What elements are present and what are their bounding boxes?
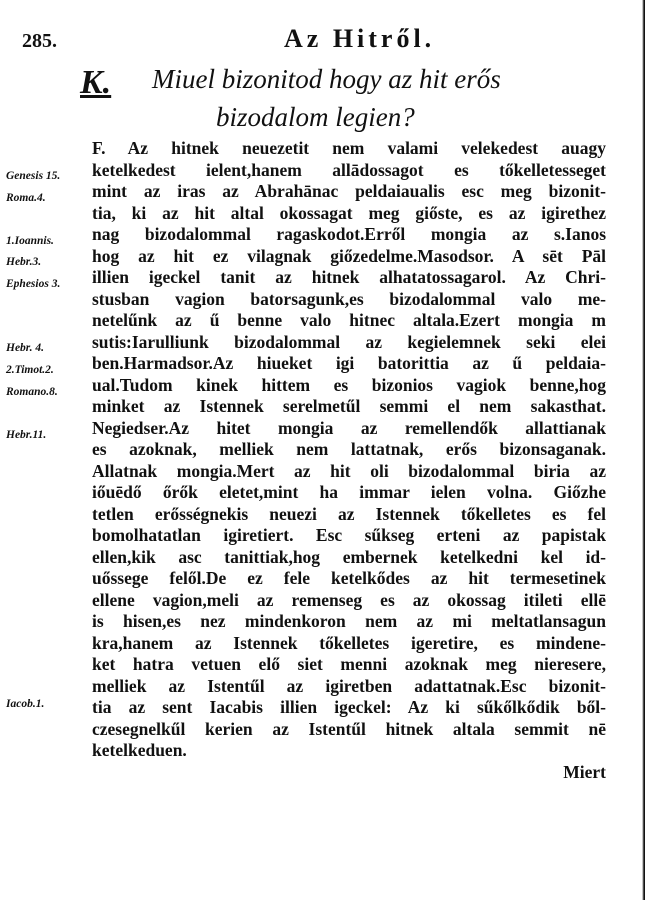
- text-line: is hisen,es nez mindenkoron nem az mi meltatlansagun: [92, 611, 606, 631]
- text-line: czesegnelkűl kerien az Istentűl hitnek altala semmit nē: [92, 718, 606, 739]
- text-line: es azoknak, melliek nem lattatnak, erős bizonsaganak.: [92, 439, 606, 459]
- page-gutter-edge: [642, 0, 645, 900]
- text-line: ellen,kik asc tanittiak,hog embernek ketelkedni kel id-: [92, 546, 606, 567]
- speaker-label: K.: [80, 64, 112, 101]
- margin-note: Genesis 15.: [6, 170, 61, 182]
- text-line: stusban vagion batorsagunk,es bizodalommal valo me-: [92, 288, 606, 309]
- text-line: tetlen erősségnekis neuezi az Istennek tőkelletes es fel: [92, 503, 606, 524]
- text-line: minket az Istennek serelmetűl semmi el nem sakasthat.: [92, 396, 606, 416]
- text-line: illien igeckel tanit az hitnek alhatatossagarol. Az Chri-: [92, 267, 606, 287]
- margin-note: Hebr.11.: [6, 429, 47, 441]
- text-line: Negiedser.Az hitet mongia az remellendők allattianak: [92, 417, 606, 438]
- text-line: nag bizodalommal ragaskodot.Erről mongia az s.Ianos: [92, 224, 606, 244]
- margin-note: Roma.4.: [6, 192, 46, 204]
- text-line: ketelkedest ielent,hanem allādossagot es tőkelletesseget: [92, 159, 606, 180]
- text-line: ellene vagion,meli az remenseg es az okossag itileti ellē: [92, 589, 606, 610]
- page-number: 285.: [22, 30, 57, 52]
- margin-note: Hebr.3.: [6, 256, 42, 268]
- margin-note: Ephesios 3.: [6, 278, 61, 290]
- text-line: ben.Harmadsor.Az hiueket igi batorittia az ű peldaia-: [92, 353, 606, 373]
- text-line: bomolhatatlan igiretiert. Esc sűkseg erteni az papistak: [92, 525, 606, 545]
- text-line: iőuēdő őrők eletet,mint ha immar ielen volna. Giőzhe: [92, 482, 606, 502]
- margin-note: 2.Timot.2.: [6, 364, 54, 376]
- text-line: ket hatra vetuen elő siet menni azoknak meg nieresere,: [92, 654, 606, 674]
- margin-note: Romano.8.: [6, 386, 58, 398]
- text-line: mint az iras az Abrahānac peldaiaualis esc meg bizonit-: [92, 181, 606, 201]
- text-line: hog az hit ez vilagnak giőzedelme.Masodsor. A sēt Pāl: [92, 245, 606, 266]
- text-line: uőssege felől.De ez fele ketelkődes az hit termesetinek: [92, 568, 606, 588]
- text-line: ketelkeduen.: [92, 740, 187, 760]
- running-title: Az Hitről.: [284, 24, 436, 53]
- body-text: [92, 138, 606, 783]
- margin-note: 1.Ioannis.: [6, 235, 54, 247]
- question-line-1: Miuel bizonitod hogy az hit erős: [152, 64, 501, 94]
- question-block: [40, 56, 600, 136]
- text-line: F. Az hitnek neuezetit nem valami velekedest auagy: [92, 138, 606, 158]
- text-line: sutis:Iarulliunk bizodalommal az kegielemnek seki elei: [92, 331, 606, 352]
- text-line: melliek az Istentűl az igiretben adattatnak.Esc bizonit-: [92, 675, 606, 696]
- text-line: Allatnak mongia.Mert az hit oli bizodalommal biria az: [92, 460, 606, 481]
- text-line: tia, ki az hit altal okossagat meg giőste, es az igirethez: [92, 202, 606, 223]
- text-line: ual.Tudom kinek hittem es bizonios vagiok benne,hog: [92, 374, 606, 395]
- margin-note: Hebr. 4.: [6, 342, 45, 354]
- text-line: tia az sent Iacabis illien igeckel: Az ki sűkőlkődik ből-: [92, 697, 606, 717]
- text-line: kra,hanem az Istennek tőkelletes igeretire, es mindene-: [92, 632, 606, 653]
- running-head: [22, 20, 622, 60]
- question-line-2: bizodalom legien?: [216, 102, 415, 132]
- text-line: netelűnk az ű benne valo hitnec altala.Ezert mongia m: [92, 310, 606, 330]
- margin-note: Iacob.1.: [6, 698, 45, 710]
- catchword: Miert: [563, 761, 606, 782]
